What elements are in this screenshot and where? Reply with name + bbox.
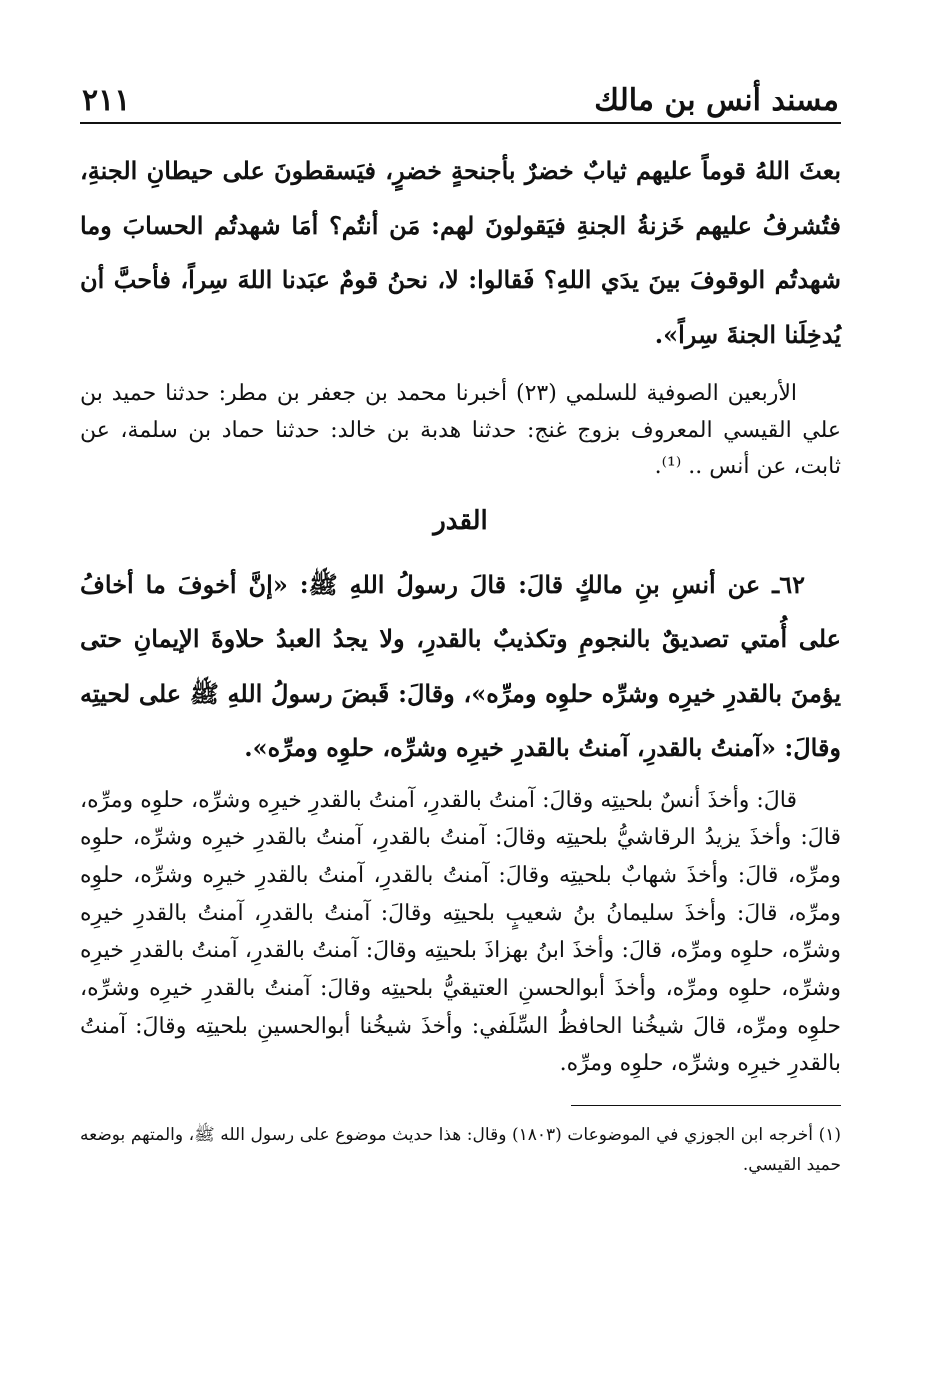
hadith-62: ٦٢ـ عن أنسِ بنِ مالكٍ قالَ: قالَ رسولُ اللهِ ﷺ: «إنَّ أخوفَ ما أخافُ على أُمتي تصديقٌ بالنجومِ وتكذيبٌ بالقدرِ، ولا يجدُ العبدُ حلاوةَ الإيمانِ حتى يؤمنَ بالقدرِ خيرِه وشرِّه حلوِه ومرِّه»، وقالَ: قَبضَ رسولُ اللهِ ﷺ على لحيتِه وقالَ: «آمنتُ بالقدرِ، آمنتُ بالقدرِ خيرِه وشرِّه، حلوِه ومرِّه». — [80, 569, 841, 762]
narration-chain: قالَ: وأخذَ أنسٌ بلحيتِه وقالَ: آمنتُ بالقدرِ، آمنتُ بالقدرِ خيرِه وشرِّه، حلوِه ومرِّه، قالَ: وأخذَ يزيدُ الرقاشيُّ بلحيتِه وقالَ: آمنتُ بالقدرِ، آمنتُ بالقدرِ خيرِه وشرِّه، حلوِه ومرِّه، قالَ: وأخذَ شهابٌ بلحيتِه وقالَ: آمنتُ بالقدرِ، آمنتُ بالقدرِ خيرِه وشرِّه، حلوِه ومرِّه، قالَ: وأخذَ سليمانُ بنُ شعيبٍ بلحيتِه وقالَ: آمنتُ بالقدرِ، آمنتُ بالقدرِ خيرِه وشرِّه، حلوِه ومرِّه، قالَ: وأخذَ ابنُ بهزاذَ بلحيتِه وقالَ: آمنتُ بالقدرِ، آمنتُ بالقدرِ خيرِه وشرِّه، حلوِه ومرِّه، وأخذَ أبوالحسنِ العتيقيُّ بلحيتِه وقالَ: آمنتُ بالقدرِ خيرِه وشرِّه، حلوِه ومرِّه، قالَ شيخُنا الحافظُ السِّلَفي: وأخذَ شيخُنا أبوالحسينِ بلحيتِه وقالَ: آمنتُ بالقدرِ خيرِه وشرِّه، حلوِه ومرِّه. — [80, 787, 841, 1077]
running-title: مسند أنس بن مالك — [594, 83, 839, 118]
footnote-1: (١) أخرجه ابن الجوزي في الموضوعات (١٨٠٣) وقال: هذا حديث موضوع على رسول الله ﷺ، والمتهم بوضعه حميد القيسي. — [80, 1125, 841, 1176]
header-divider — [80, 122, 841, 124]
page-header — [80, 60, 841, 118]
footnote-divider — [571, 1105, 841, 1106]
section-heading: القدر — [433, 505, 488, 536]
hadith-continuation: بعثَ اللهُ قوماً عليهم ثيابٌ خضرٌ بأجنحةٍ خضرٍ، فيَسقطونَ على حيطانِ الجنةِ، فتُشرفُ عليهم خَزنةُ الجنةِ فيَقولونَ لهم: مَن أنتُم؟ أمَا شهدتُم الحسابَ وما شهدتُم الوقوفَ بينَ يدَي اللهِ؟ فَقالوا: لا، نحنُ قومٌ عبَدنا اللهَ سِراً، فأحبَّ أن يُدخِلَنا الجنةَ سِراً». — [80, 156, 841, 349]
book-page — [80, 60, 841, 1180]
page-number: ٢١١ — [82, 83, 131, 118]
source-citation: الأربعين الصوفية للسلمي (٢٣) أخبرنا محمد بن جعفر بن مطر: حدثنا حميد بن علي القيسي المعروف بزوج غنج: حدثنا هدبة بن خالد: حدثنا حماد بن سلمة، عن ثابت، عن أنس .. ⁽¹⁾. — [80, 381, 841, 479]
